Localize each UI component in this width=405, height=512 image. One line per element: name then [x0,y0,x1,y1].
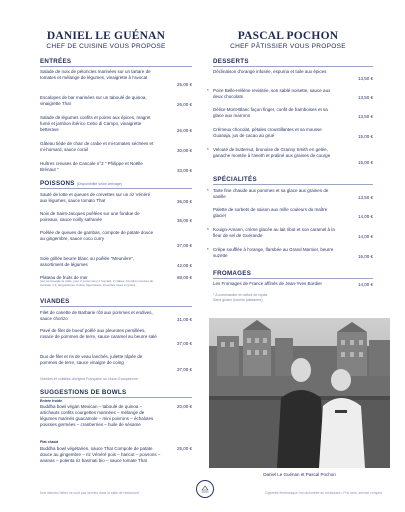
item-subtext: (sur commande la veille, pour 2 personnes) 1 homard, 2 crabes, 6 huîtres creuses de Cancale n°2, langoustines, bulots, bigorneaux, crevettes roses et grises [40,279,154,287]
item-price: 25,00 € [176,446,192,451]
item-price: 88,00 € [176,275,192,280]
star-marker: * [207,247,209,252]
section-rule [40,306,192,307]
item-text: Huîtres creuses de Cancale n°2 " Philippe et Noëlle Brénaut " [40,161,143,172]
menu-item [40,69,192,88]
menu-item [213,281,373,288]
item-price: 26,00 € [176,102,192,107]
item-price: 33,00 € [176,168,192,173]
item-text: Poêlée de queues de gambas, compote de patate douce au gingembre, sauce coco curry [40,230,154,241]
item-price: 26,00 € [176,128,192,133]
item-text: Noix de Saint-Jacques poêlées sur une fondue de poireaux, sauce noilly safranée [40,211,140,222]
item-price: 14,00 € [357,234,373,239]
menu-item [40,310,192,323]
section-title-bowls: SUGGESTIONS DE BOWLS [40,389,127,396]
item-price: 14,00 € [357,214,373,219]
bowl-group-label: Plat chaud [40,440,59,444]
menu-item [213,227,373,240]
chefs-photo [209,318,390,468]
item-text: Filet de canette de Barbarie rôti aux pommes et endives, sauce chorizo [40,310,153,321]
logo-mark [197,481,213,497]
item-text: Velouté de butternut, brunoise de Granny Smith en gelée, ganache montée à l'aneth et praliné aux graines de courge [213,147,331,158]
section-rule [40,188,192,189]
section-title-text: POISSONS [40,180,75,187]
item-text: Crémeux chocolat, pétales croustillantes et sa mousse Guanaja, jus de cacao au grué [213,127,322,138]
item-price: 36,00 € [176,218,192,223]
section-rule [213,66,373,67]
menu-item [40,404,192,436]
item-text: Kouign-Amann, crème glacée au lait ribot et son caramel à la fleur de sel de Guérande [213,227,335,238]
star-marker: * [207,88,209,93]
viandes-origin-note: Viandes et volailles d'origine Française ou Union Européenne [40,377,138,381]
item-price: 37,00 € [176,367,192,372]
item-text: Buddha bowl végétarien, sauce Thaï Compote de patate douce au gingembre – riz Vénéré pois – haricot – poivrons – ananas – polenta riz basmati bio – sauce tomate Thaï [40,446,161,463]
menu-item [40,192,192,205]
menu-item [213,188,373,201]
menu-item [40,141,192,154]
menu-item [213,107,373,120]
item-price: 14,00 € [357,282,373,287]
item-price: 37,00 € [176,243,192,248]
section-note: (Disponibilité selon arrivage) [76,182,123,186]
section-title-specialites: SPÉCIALITÉS [213,176,257,183]
menu-item [40,115,192,134]
photo-caption: Daniel Le Guénan et Pascal Pochon [263,472,336,477]
menu-item [40,354,192,373]
item-text: Les Fromages de France affinés de Jean-Yves Bordier [213,281,322,286]
item-price: 26,00 € [176,82,192,87]
section-rule [40,66,192,67]
bowl-group-label: Entrée froide [40,399,63,403]
item-text: Buddha bowl végan Mexican – taboulé de quinoa – artichauts confits courgettes marinées – mélange de légumes marinés guacamole – mini poivrons – échalotes pousses germées – cranberries – huile de sésame [40,404,154,427]
menu-item [213,247,373,260]
item-price: 13,50 € [357,114,373,119]
item-price: 13,50 € [357,195,373,200]
chef-name-left: DANIEL LE GUÉNAN [46,30,166,42]
item-price: 13,50 € [357,95,373,100]
item-text: Crêpe soufflée à l'orange, flambée au Grand Marnier, beurre suzette [213,247,334,258]
footer-note-right: Cigarette électronique non autorisée au restaurant • Prix nets, service compris [264,491,382,495]
section-title-poissons [40,180,122,187]
item-price: 13,50 € [357,76,373,81]
restaurant-logo-icon [196,480,214,498]
menu-item [40,275,192,292]
menu-item [40,446,192,472]
menu-item [40,211,192,224]
footer-note-left: Nos viandes bêtes ne sont pas servies dans la salle de restaurant [40,491,139,495]
menu-item [213,88,373,101]
menu-item [213,69,373,82]
section-rule [40,397,192,398]
item-text: Poire Belle-Hélène revisitée, son sablé noisette, sauce aux deux chocolats [213,88,331,99]
item-price: 31,00 € [176,317,192,322]
fromages-note: Sans gluten (hormis pâtisserie) [213,298,263,302]
section-rule [213,278,373,279]
item-text: Gâteau tiède de chair de crabe et mi-tomates séchées et mi-homard, sauce corail [40,141,154,152]
item-price: 37,00 € [176,341,192,346]
item-price: 36,00 € [176,199,192,204]
item-text: Tarte fine chaude aux pommes et sa glace aux graines de vanille [213,188,329,199]
fromages-note: * A commander en début de repas [213,293,268,297]
item-price: 16,00 € [357,254,373,259]
item-text: Palette de sorbets de saison aux mille couleurs du maître glacier [213,207,328,218]
item-text: Déclinaison d'orange infusée, espuma et tuile aux épices [213,69,327,74]
item-text: Salade de légumes confits et poires aux épices, magret fumé et jambon ibérico Cebo di Campo, vinaigrette betterave [40,115,151,132]
item-text: Pavé de filet de boeuf poêlé aux pleurotes persillées, rosace de pommes de terre, sauce caramel au beurre salé [40,328,157,339]
section-title-desserts: DESSERTS [213,58,249,65]
item-price: 15,00 € [357,134,373,139]
item-text: Plateau de fruits de mer [40,275,88,280]
photo-illustration [209,318,390,468]
menu-item [40,95,192,108]
section-title-viandes: VIANDES [40,298,70,305]
menu-item [40,256,192,269]
menu-item [213,147,373,166]
section-title-entrees: ENTRÉES [40,58,72,65]
item-price: 15,00 € [357,160,373,165]
item-text: Sauté de lotte et queues de crevettes sur un riz Vénéré aux légumes, sauce tomato Thaï [40,192,151,203]
star-marker: * [207,188,209,193]
menu-item [40,230,192,249]
item-text: Escalopes de bar marinées sur un taboulé de quinoa, vinaigrette Thaï [40,95,147,106]
item-text: Délice Mont-Blanc façon finger, confit de framboises et sa glace aux marrons [213,107,328,118]
item-price: 30,00 € [176,148,192,153]
chef-name-right: PASCAL POCHON [237,30,339,42]
item-text: Sole grillée beurre blanc ou poêlée "Meunière", assortiment de légumes [40,256,135,267]
chef-role-right: CHEF PÂTISSIER VOUS PROPOSE [230,43,346,50]
item-price: 20,00 € [176,404,192,409]
star-marker: * [207,147,209,152]
item-price: 42,00 € [176,263,192,268]
item-text: Duo de filet et ris de veau lanchés, juliette râpée de pommes de terre, sauce vinaigre de coing [40,354,143,365]
menu-item [213,207,373,220]
menu-item [40,328,192,347]
star-marker: * [207,227,209,232]
section-title-fromages: FROMAGES [213,270,252,277]
menu-item [213,127,373,140]
item-text: Salade de noix de pétoncles marinées sur un tartare de tomates et mélange de légumes, vinaigrette à l'avocat [40,69,151,80]
chef-role-left: CHEF DE CUISINE VOUS PROPOSE [46,43,166,50]
section-rule [213,184,373,185]
menu-item [40,161,192,174]
